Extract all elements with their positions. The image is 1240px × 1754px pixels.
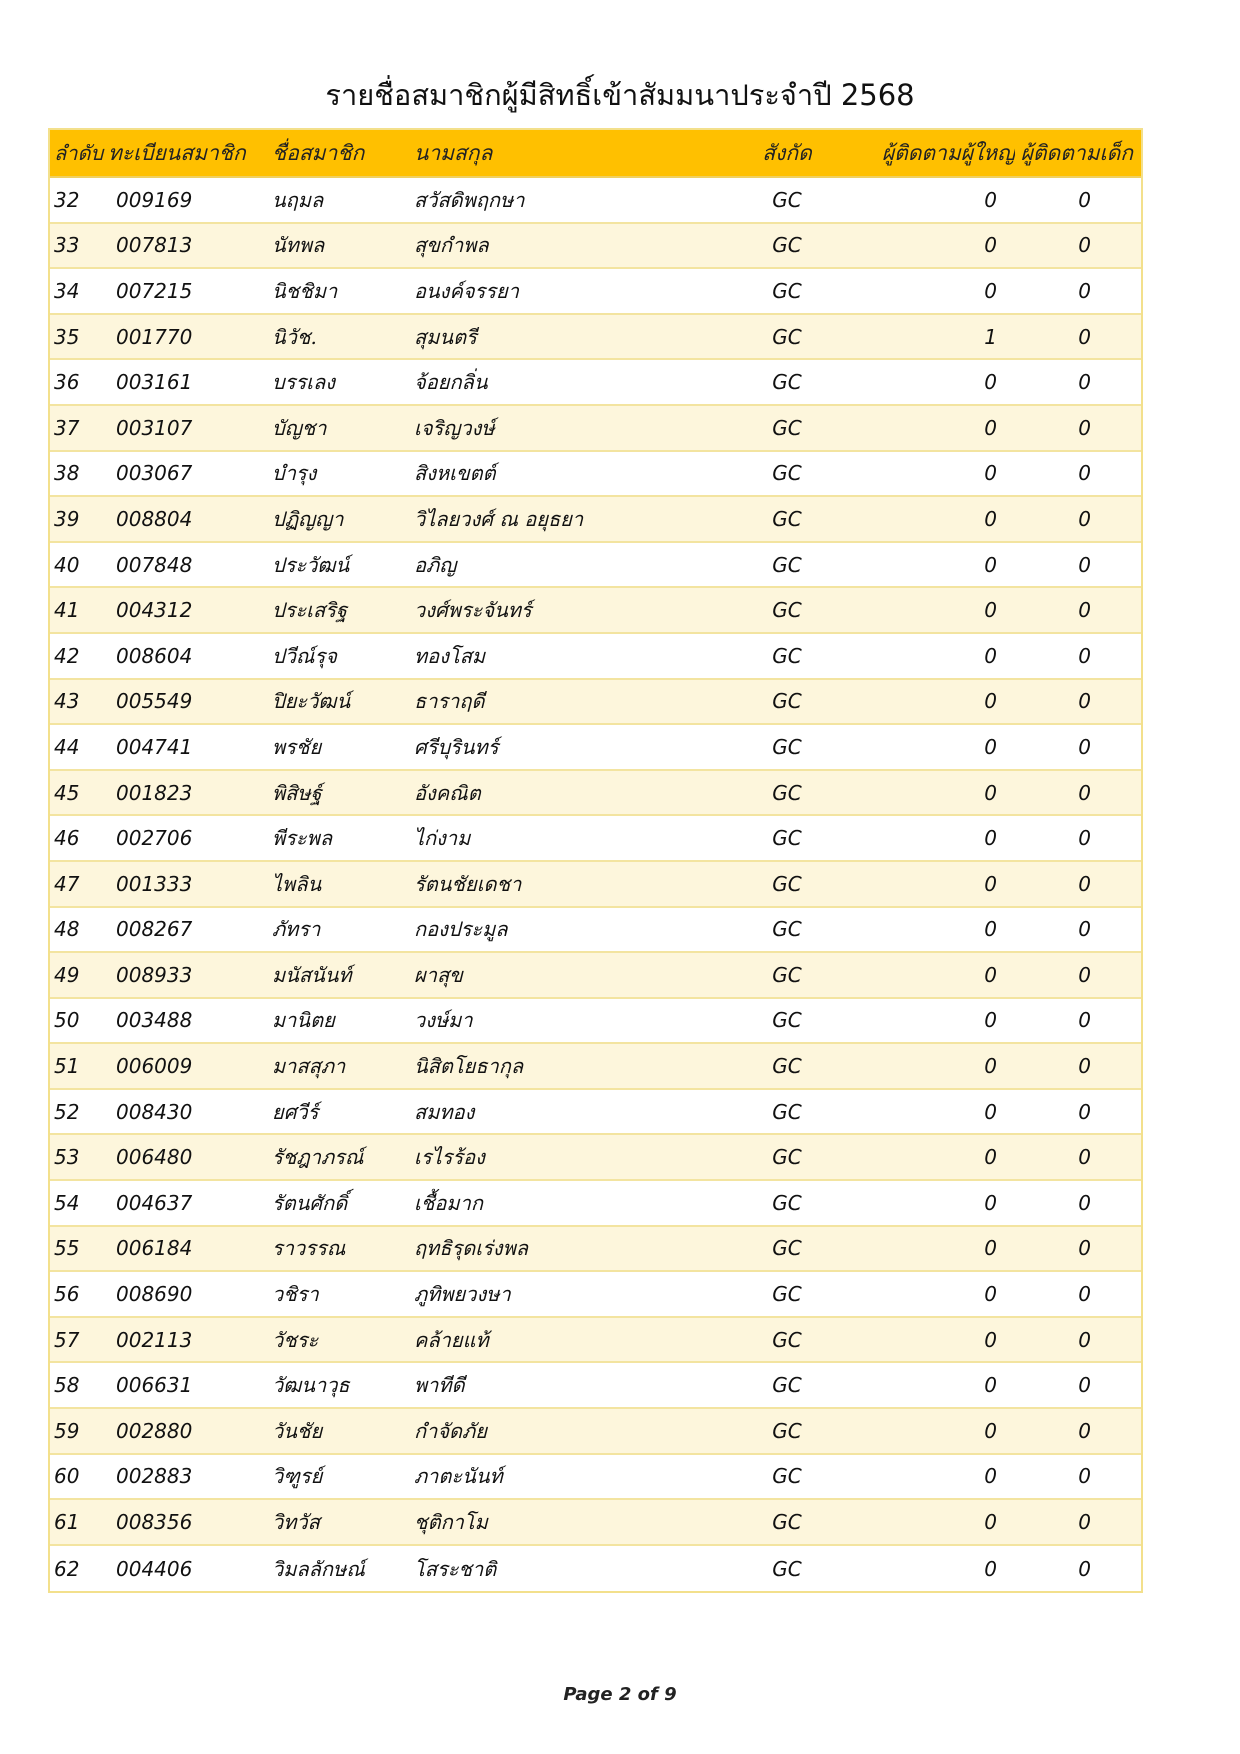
cell-child-followers: 0 (1078, 1008, 1091, 1033)
cell-adult-followers: 0 (984, 598, 997, 623)
cell-first-name: ปิยะวัฒน์ (272, 689, 351, 714)
cell-first-name: นฤมล (272, 187, 324, 212)
table-row (50, 360, 1141, 406)
table-row (50, 680, 1141, 726)
cell-member-id: 006009 (116, 1054, 193, 1079)
cell-member-id: 004312 (116, 598, 193, 623)
cell-member-id: 006480 (116, 1145, 193, 1170)
cell-no: 33 (54, 233, 80, 258)
cell-no: 42 (54, 643, 80, 668)
cell-member-id: 002883 (116, 1464, 193, 1489)
cell-no: 50 (54, 1008, 80, 1033)
cell-first-name: วัชระ (272, 1327, 319, 1352)
cell-no: 62 (54, 1556, 80, 1581)
cell-no: 40 (54, 552, 80, 577)
cell-first-name: วัฒนาวุธ (272, 1373, 350, 1398)
cell-first-name: พิสิษฐ์ (272, 780, 322, 805)
cell-member-id: 008690 (116, 1282, 193, 1307)
cell-no: 54 (54, 1190, 80, 1215)
cell-group: GC (772, 1099, 802, 1124)
cell-last-name: ชุติกาโม (414, 1510, 488, 1535)
cell-adult-followers: 0 (984, 1145, 997, 1170)
cell-group: GC (772, 643, 802, 668)
cell-last-name: จ้อยกลิ่น (414, 370, 488, 395)
cell-first-name: ประเสริฐ (272, 598, 347, 623)
cell-member-id: 008933 (116, 962, 193, 987)
cell-group: GC (772, 1190, 802, 1215)
cell-no: 57 (54, 1327, 80, 1352)
cell-member-id: 003488 (116, 1008, 193, 1033)
cell-child-followers: 0 (1078, 506, 1091, 531)
cell-last-name: ไก่งาม (414, 826, 471, 851)
cell-first-name: มานิตย (272, 1008, 335, 1033)
cell-adult-followers: 0 (984, 962, 997, 987)
cell-member-id: 002706 (116, 826, 193, 851)
cell-child-followers: 0 (1078, 826, 1091, 851)
cell-member-id: 008267 (116, 917, 193, 942)
table-row (50, 178, 1141, 224)
cell-first-name: วิทวัส (272, 1510, 320, 1535)
cell-group: GC (772, 962, 802, 987)
cell-adult-followers: 0 (984, 917, 997, 942)
cell-child-followers: 0 (1078, 1099, 1091, 1124)
cell-last-name: ผาสุข (414, 962, 463, 987)
cell-child-followers: 0 (1078, 1282, 1091, 1307)
cell-first-name: นัทพล (272, 233, 325, 258)
cell-no: 59 (54, 1418, 80, 1443)
cell-group: GC (772, 734, 802, 759)
cell-no: 47 (54, 871, 80, 896)
cell-adult-followers: 0 (984, 461, 997, 486)
cell-child-followers: 0 (1078, 598, 1091, 623)
cell-group: GC (772, 826, 802, 851)
cell-no: 38 (54, 461, 80, 486)
table-row (50, 816, 1141, 862)
cell-adult-followers: 0 (984, 1008, 997, 1033)
cell-child-followers: 0 (1078, 917, 1091, 942)
cell-first-name: บัญชา (272, 415, 327, 440)
cell-group: GC (772, 1327, 802, 1352)
cell-group: GC (772, 370, 802, 395)
cell-last-name: อภิญ (414, 552, 457, 577)
table-row (50, 1272, 1141, 1318)
table-row (50, 543, 1141, 589)
table-row (50, 1500, 1141, 1546)
cell-first-name: ยศวีร์ (272, 1099, 319, 1124)
cell-adult-followers: 0 (984, 233, 997, 258)
cell-last-name: โสระชาติ (414, 1556, 497, 1581)
cell-first-name: วันชัย (272, 1418, 323, 1443)
cell-adult-followers: 0 (984, 1464, 997, 1489)
header-no: ลำดับ (54, 141, 104, 165)
table-row (50, 1363, 1141, 1409)
cell-first-name: นิวัช. (272, 324, 317, 349)
table-row (50, 1546, 1141, 1592)
table-body (50, 178, 1141, 1591)
cell-group: GC (772, 1236, 802, 1261)
cell-group: GC (772, 917, 802, 942)
cell-last-name: ภาตะนันท์ (414, 1464, 503, 1489)
cell-last-name: นิสิตโยธากุล (414, 1054, 524, 1079)
cell-adult-followers: 0 (984, 1236, 997, 1261)
cell-child-followers: 0 (1078, 871, 1091, 896)
cell-adult-followers: 0 (984, 689, 997, 714)
cell-group: GC (772, 1008, 802, 1033)
cell-last-name: อังคณิต (414, 780, 481, 805)
cell-no: 60 (54, 1464, 80, 1489)
cell-last-name: เจริญวงษ์ (414, 415, 495, 440)
cell-child-followers: 0 (1078, 324, 1091, 349)
cell-last-name: วงษ์มา (414, 1008, 473, 1033)
table-row (50, 497, 1141, 543)
cell-last-name: ภูทิพยวงษา (414, 1282, 511, 1307)
cell-child-followers: 0 (1078, 552, 1091, 577)
cell-member-id: 008604 (116, 643, 193, 668)
cell-adult-followers: 0 (984, 780, 997, 805)
cell-no: 52 (54, 1099, 80, 1124)
cell-member-id: 003161 (116, 370, 193, 395)
header-first-name: ชื่อสมาชิก (272, 140, 365, 165)
cell-last-name: สุมนตรี (414, 324, 477, 349)
cell-no: 36 (54, 370, 80, 395)
cell-adult-followers: 0 (984, 1099, 997, 1124)
cell-child-followers: 0 (1078, 233, 1091, 258)
cell-no: 56 (54, 1282, 80, 1307)
table-row (50, 452, 1141, 498)
cell-child-followers: 0 (1078, 689, 1091, 714)
table-row (50, 315, 1141, 361)
cell-child-followers: 0 (1078, 1327, 1091, 1352)
cell-child-followers: 0 (1078, 1054, 1091, 1079)
cell-group: GC (772, 689, 802, 714)
cell-group: GC (772, 780, 802, 805)
cell-last-name: วิไลยวงศ์ ณ อยุธยา (414, 506, 584, 531)
cell-member-id: 004741 (116, 734, 193, 759)
cell-adult-followers: 1 (984, 324, 997, 349)
cell-first-name: วิมลลักษณ์ (272, 1556, 365, 1581)
cell-first-name: ปฏิญญา (272, 506, 344, 531)
cell-child-followers: 0 (1078, 1236, 1091, 1261)
cell-child-followers: 0 (1078, 370, 1091, 395)
cell-adult-followers: 0 (984, 278, 997, 303)
cell-child-followers: 0 (1078, 780, 1091, 805)
table-row (50, 1135, 1141, 1181)
table-row (50, 1227, 1141, 1273)
cell-first-name: มาสสุภา (272, 1054, 346, 1079)
cell-first-name: ภัทรา (272, 917, 321, 942)
header-last-name: นามสกุล (414, 140, 493, 165)
cell-no: 39 (54, 506, 80, 531)
cell-member-id: 002113 (116, 1327, 193, 1352)
cell-member-id: 003107 (116, 415, 193, 440)
cell-last-name: รัตนชัยเดชา (414, 871, 522, 896)
cell-adult-followers: 0 (984, 370, 997, 395)
cell-adult-followers: 0 (984, 1327, 997, 1352)
header-adult-followers: ผู้ติดตามผู้ใหญ่ (881, 140, 1015, 165)
header-child-followers: ผู้ติดตามเด็ก (1020, 140, 1133, 165)
cell-no: 44 (54, 734, 80, 759)
cell-group: GC (772, 415, 802, 440)
cell-first-name: ราวรรณ (272, 1236, 346, 1261)
cell-last-name: ธาราฤดี (414, 689, 485, 714)
cell-member-id: 008430 (116, 1099, 193, 1124)
cell-child-followers: 0 (1078, 415, 1091, 440)
cell-first-name: นิชชิมา (272, 278, 338, 303)
cell-no: 61 (54, 1510, 80, 1535)
table-row (50, 1455, 1141, 1501)
cell-member-id: 007813 (116, 233, 193, 258)
cell-adult-followers: 0 (984, 1190, 997, 1215)
cell-child-followers: 0 (1078, 1190, 1091, 1215)
cell-group: GC (772, 1510, 802, 1535)
cell-first-name: มนัสนันท์ (272, 962, 352, 987)
cell-group: GC (772, 871, 802, 896)
table-row (50, 862, 1141, 908)
cell-member-id: 003067 (116, 461, 193, 486)
cell-first-name: บรรเลง (272, 370, 336, 395)
table-row (50, 1090, 1141, 1136)
cell-child-followers: 0 (1078, 734, 1091, 759)
cell-group: GC (772, 1054, 802, 1079)
table-row (50, 269, 1141, 315)
cell-child-followers: 0 (1078, 1418, 1091, 1443)
cell-last-name: กองประมูล (414, 917, 508, 942)
cell-last-name: กำจัดภัย (414, 1418, 487, 1443)
cell-adult-followers: 0 (984, 415, 997, 440)
cell-no: 58 (54, 1373, 80, 1398)
cell-last-name: วงศ์พระจันทร์ (414, 598, 532, 623)
cell-group: GC (772, 1282, 802, 1307)
table-row (50, 406, 1141, 452)
cell-adult-followers: 0 (984, 1510, 997, 1535)
cell-no: 49 (54, 962, 80, 987)
cell-no: 35 (54, 324, 80, 349)
cell-first-name: วิฑูรย์ (272, 1464, 323, 1489)
cell-adult-followers: 0 (984, 552, 997, 577)
cell-child-followers: 0 (1078, 1556, 1091, 1581)
cell-adult-followers: 0 (984, 1373, 997, 1398)
cell-member-id: 008356 (116, 1510, 193, 1535)
cell-group: GC (772, 461, 802, 486)
cell-adult-followers: 0 (984, 643, 997, 668)
cell-member-id: 001770 (116, 324, 193, 349)
cell-no: 43 (54, 689, 80, 714)
cell-group: GC (772, 1556, 802, 1581)
cell-group: GC (772, 552, 802, 577)
cell-member-id: 006631 (116, 1373, 193, 1398)
table-row (50, 224, 1141, 270)
cell-last-name: เชื้อมาก (414, 1190, 483, 1215)
table-row (50, 588, 1141, 634)
cell-no: 41 (54, 598, 80, 623)
cell-last-name: อนงค์จรรยา (414, 278, 519, 303)
cell-member-id: 004406 (116, 1556, 193, 1581)
cell-adult-followers: 0 (984, 506, 997, 531)
cell-no: 48 (54, 917, 80, 942)
cell-no: 32 (54, 187, 80, 212)
cell-group: GC (772, 278, 802, 303)
table-row (50, 908, 1141, 954)
cell-member-id: 004637 (116, 1190, 193, 1215)
table-row (50, 999, 1141, 1045)
cell-last-name: พาทีดี (414, 1373, 465, 1398)
cell-first-name: รัตนศักดิ์ (272, 1190, 348, 1215)
cell-group: GC (772, 1373, 802, 1398)
cell-member-id: 002880 (116, 1418, 193, 1443)
cell-last-name: สุขกำพล (414, 233, 489, 258)
cell-adult-followers: 0 (984, 1282, 997, 1307)
cell-first-name: ประวัฒน์ (272, 552, 350, 577)
page-title: รายชื่อสมาชิกผู้มีสิทธิ์เข้าสัมมนาประจำปี 2568 (325, 78, 915, 112)
cell-adult-followers: 0 (984, 826, 997, 851)
cell-child-followers: 0 (1078, 1464, 1091, 1489)
cell-last-name: เรไรร้อง (414, 1145, 485, 1170)
cell-first-name: พีระพล (272, 826, 333, 851)
cell-first-name: วชิรา (272, 1282, 319, 1307)
cell-adult-followers: 0 (984, 1418, 997, 1443)
cell-no: 37 (54, 415, 80, 440)
cell-last-name: สิงหเขตต์ (414, 461, 496, 486)
cell-group: GC (772, 598, 802, 623)
cell-member-id: 008804 (116, 506, 193, 531)
cell-first-name: พรชัย (272, 734, 322, 759)
cell-member-id: 001823 (116, 780, 193, 805)
header-member-id: ทะเบียนสมาชิก (108, 140, 246, 165)
table-row (50, 634, 1141, 680)
cell-first-name: บำรุง (272, 461, 317, 486)
cell-group: GC (772, 187, 802, 212)
cell-child-followers: 0 (1078, 187, 1091, 212)
table-row (50, 725, 1141, 771)
cell-last-name: ฤทธิรุดเร่งพล (414, 1236, 529, 1261)
cell-no: 53 (54, 1145, 80, 1170)
cell-last-name: คล้ายแท้ (414, 1327, 489, 1352)
cell-member-id: 006184 (116, 1236, 193, 1261)
cell-child-followers: 0 (1078, 1373, 1091, 1398)
page-number: Page 2 of 9 (563, 1684, 677, 1705)
cell-no: 55 (54, 1236, 80, 1261)
cell-adult-followers: 0 (984, 734, 997, 759)
cell-group: GC (772, 1464, 802, 1489)
cell-group: GC (772, 1145, 802, 1170)
table-row (50, 1409, 1141, 1455)
cell-group: GC (772, 233, 802, 258)
cell-member-id: 005549 (116, 689, 193, 714)
cell-adult-followers: 0 (984, 1054, 997, 1079)
cell-group: GC (772, 324, 802, 349)
cell-last-name: สมทอง (414, 1099, 475, 1124)
cell-adult-followers: 0 (984, 187, 997, 212)
cell-child-followers: 0 (1078, 1510, 1091, 1535)
cell-no: 51 (54, 1054, 80, 1079)
table-row (50, 1181, 1141, 1227)
cell-member-id: 009169 (116, 187, 193, 212)
cell-child-followers: 0 (1078, 1145, 1091, 1170)
cell-child-followers: 0 (1078, 461, 1091, 486)
cell-first-name: รัชฎาภรณ์ (272, 1145, 364, 1170)
cell-adult-followers: 0 (984, 871, 997, 896)
cell-child-followers: 0 (1078, 962, 1091, 987)
table-row (50, 953, 1141, 999)
member-table (48, 128, 1143, 1593)
table-row (50, 1318, 1141, 1364)
cell-no: 45 (54, 780, 80, 805)
cell-member-id: 007848 (116, 552, 193, 577)
cell-adult-followers: 0 (984, 1556, 997, 1581)
cell-child-followers: 0 (1078, 278, 1091, 303)
cell-member-id: 001333 (116, 871, 193, 896)
cell-last-name: ทองโสม (414, 643, 486, 668)
cell-member-id: 007215 (116, 278, 193, 303)
cell-last-name: ศรีบุรินทร์ (414, 734, 499, 759)
cell-group: GC (772, 1418, 802, 1443)
cell-last-name: สวัสดิพฤกษา (414, 187, 525, 212)
cell-first-name: ไพลิน (272, 871, 322, 896)
table-row (50, 1044, 1141, 1090)
table-row (50, 771, 1141, 817)
table-header (50, 130, 1141, 178)
cell-no: 34 (54, 278, 80, 303)
cell-no: 46 (54, 826, 80, 851)
cell-first-name: ปวีณ์รุจ (272, 643, 337, 668)
cell-child-followers: 0 (1078, 643, 1091, 668)
header-group: สังกัด (762, 140, 812, 165)
cell-group: GC (772, 506, 802, 531)
